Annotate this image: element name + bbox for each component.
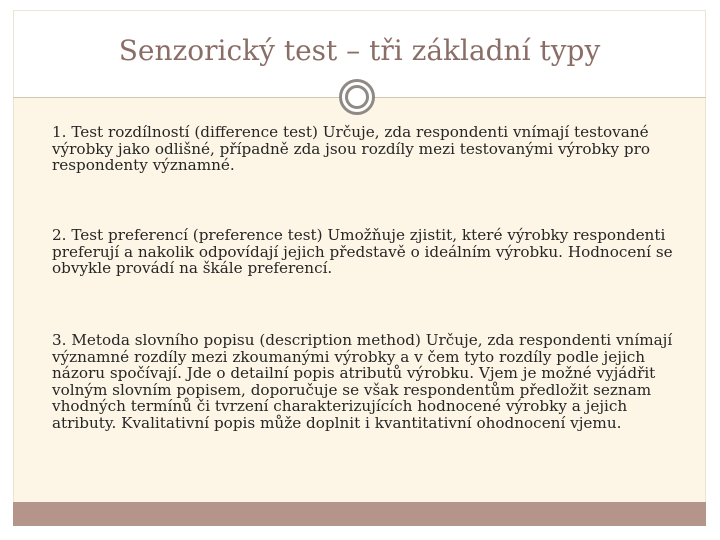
list-item-preference-test: 2. Test preferencí (preference test) Umožňuje zjistit, které výrobky respondenti preferují a nakolik odpovídají jejich představě o ideálním výrobku. Hodnocení se obvykle provádí na škále preferencí. (52, 226, 673, 278)
ring-ornament-inner (345, 85, 369, 109)
list-item-difference-test: 1. Test rozdílností (difference test) Určuje, zda respondenti vnímají testované výrobky jako odlišné, případně zda jsou rozdíly mezi testovanými výrobky pro respondenty významné. (52, 123, 650, 175)
footer-bar (13, 502, 706, 526)
list-item-description-method: 3. Metoda slovního popisu (description method) Určuje, zda respondenti vnímají významné rozdíly mezi zkoumanými výrobky a v čem tyto rozdíly podle jejich názoru spočívají. Jde o detailní popis atributů výrobku. Vjem je možné vyjádřit volným slovním popisem, doporučuje se však respondentům předložit seznam vhodných termínů či tvrzení charakterizujících hodnocené výrobky a jejich atributy. Kvalitativní popis může doplnit i kvantitativní ohodnocení vjemu. (52, 331, 673, 432)
slide-title: Senzorický test – tři základní typy (118, 34, 601, 67)
